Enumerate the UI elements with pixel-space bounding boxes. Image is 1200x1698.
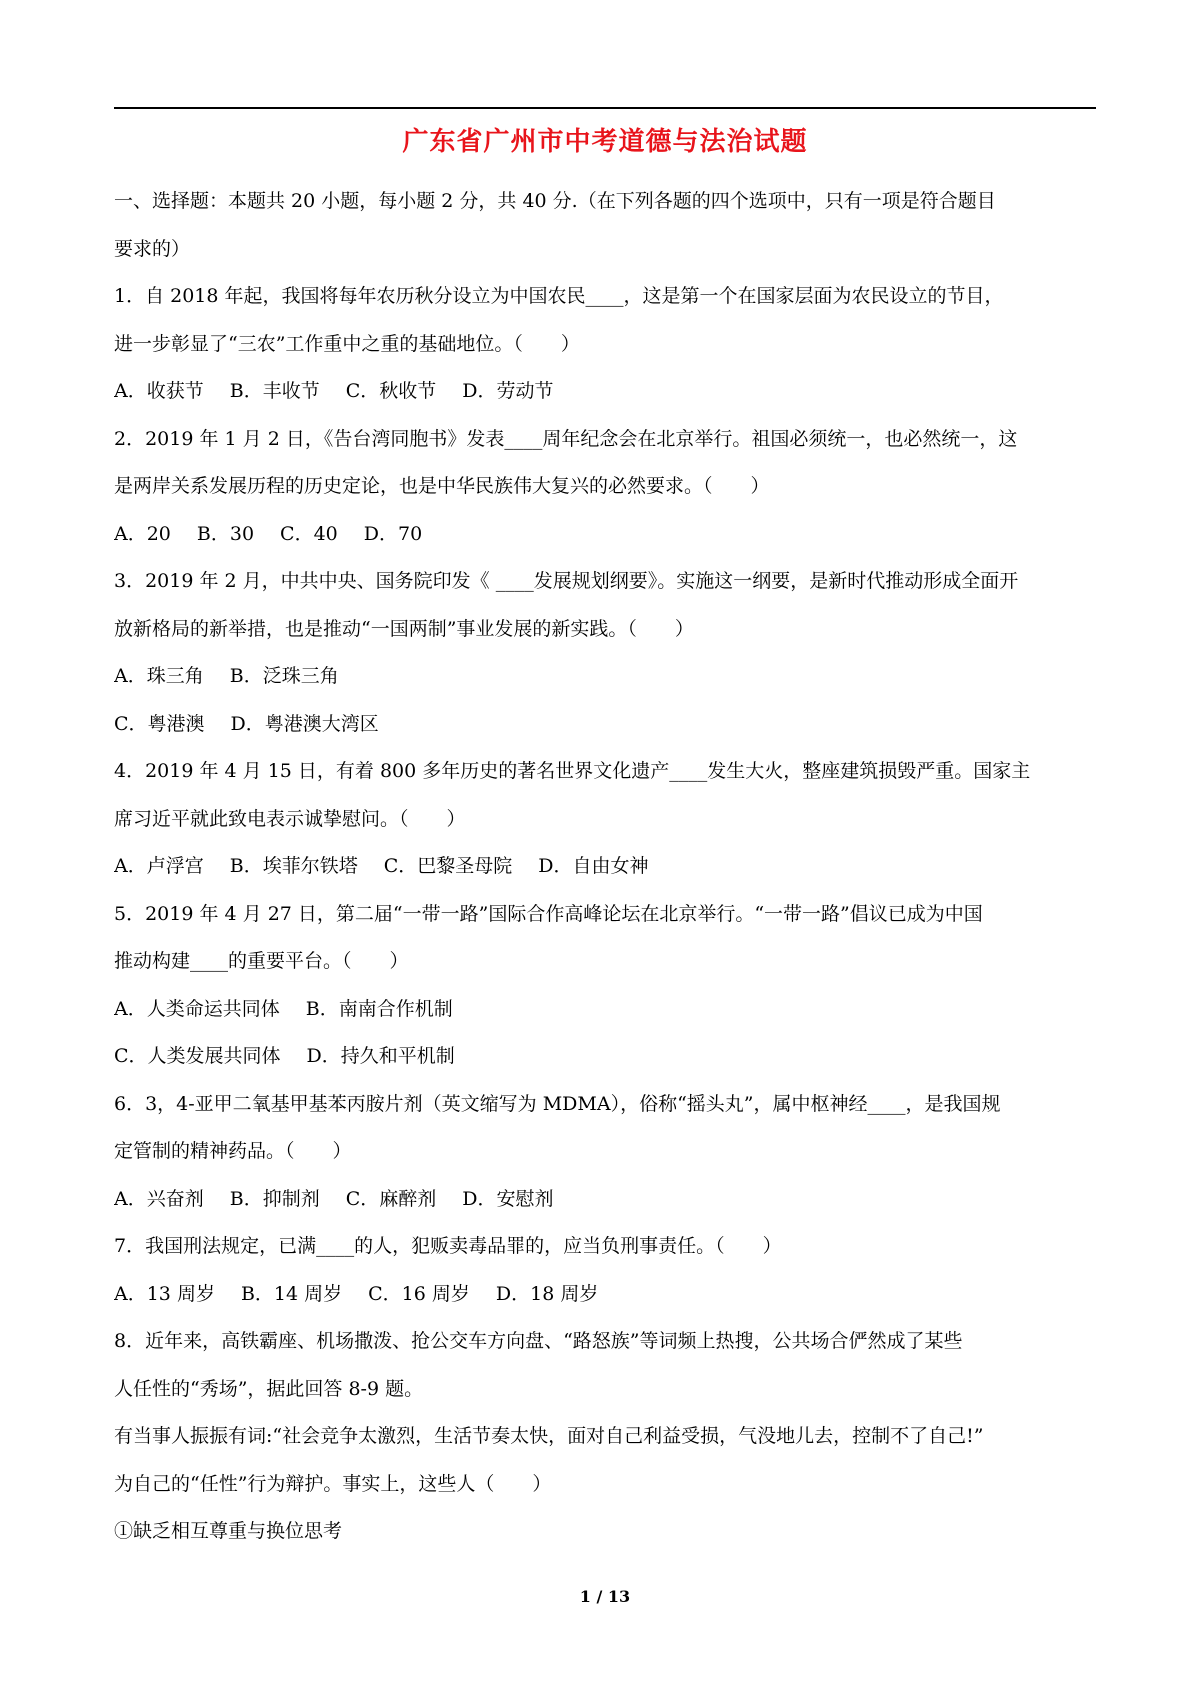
question-3-line-1: 3．2019 年 2 月，中共中央、国务院印发《 ____发展规划纲要》。实施这一纲要，是新时代推动形成全面开 xyxy=(114,570,1019,592)
question-3-options-row-2 xyxy=(114,701,1096,749)
question-6-line-1: 6．3，4-亚甲二氧基甲基苯丙胺片剂（英文缩写为 MDMA），俗称“摇头丸”，属中枢神经____，是我国规 xyxy=(114,1092,1001,1115)
question-5-line-2: 推动构建____的重要平台。（ ） xyxy=(114,950,409,972)
question-6-line-2: 定管制的精神药品。（ ） xyxy=(114,1140,352,1162)
option: B．泛珠三角 xyxy=(229,665,339,687)
option: A．20 xyxy=(114,522,171,545)
section-heading-line-1: 一、选择题：本题共 20 小题，每小题 2 分，共 40 分.（在下列各题的四个选项中，只有一项是符合题目 xyxy=(114,190,996,212)
option: B．30 xyxy=(196,522,255,545)
option: C．40 xyxy=(280,522,338,545)
question-8-line-1: 8．近年来，高铁霸座、机场撒泼、抢公交车方向盘、“路怒族”等词频上热搜，公共场合俨然成了某些 xyxy=(114,1330,963,1352)
question-3-options-row-1 xyxy=(114,653,1096,701)
option: B．丰收节 xyxy=(229,380,320,402)
option: D．自由女神 xyxy=(538,855,649,877)
question-1-line-1: 1．自 2018 年起，我国将每年农历秋分设立为中国农民____，这是第一个在国家层面为农民设立的节目， xyxy=(114,285,1004,307)
option: C．麻醉剂 xyxy=(345,1187,437,1210)
option: C．巴黎圣母院 xyxy=(383,855,513,877)
question-4-line-2: 席习近平就此致电表示诚挚慰问。（ ） xyxy=(114,807,466,830)
option: B．埃菲尔铁塔 xyxy=(229,855,358,877)
page-title: 广东省广州市中考道德与法治试题 xyxy=(402,127,808,157)
question-8-line-4: 为自己的“任性”行为辩护。事实上，这些人（ ） xyxy=(114,1472,552,1495)
question-2-line-1: 2．2019 年 1 月 2 日，《告台湾同胞书》发表____周年纪念会在北京举行。祖国必须统一，也必然统一，这 xyxy=(114,427,1018,450)
question-8-line-3: 有当事人振振有词:“社会竞争太激烈，生活节奏太快，面对自己利益受损，气没地儿去，控制不了自己!” xyxy=(114,1425,984,1447)
option: B．抑制剂 xyxy=(229,1187,320,1210)
question-8-line-5: ①缺乏相互尊重与换位思考 xyxy=(114,1520,343,1542)
option: D．持久和平机制 xyxy=(306,1045,455,1067)
option: D．安慰剂 xyxy=(462,1187,554,1210)
question-2-options xyxy=(114,511,1096,559)
question-5-line-1: 5．2019 年 4 月 27 日，第二届“一带一路”国际合作高峰论坛在北京举行。“一带一路”倡议已成为中国 xyxy=(114,902,983,925)
question-8-line-2: 人任性的“秀场”，据此回答 8-9 题。 xyxy=(114,1377,424,1400)
option: A．13 周岁 xyxy=(114,1282,215,1305)
option: A．卢浮宫 xyxy=(114,855,204,877)
question-5-options-row-2 xyxy=(114,1033,1096,1081)
option: C．人类发展共同体 xyxy=(114,1045,281,1067)
option: B．14 周岁 xyxy=(240,1282,343,1305)
option: C．秋收节 xyxy=(345,380,437,402)
option: C．粤港澳 xyxy=(114,712,205,735)
question-7-line-1: 7．我国刑法规定，已满____的人，犯贩卖毒品罪的，应当负刑事责任。（ ） xyxy=(114,1235,782,1257)
option: A．珠三角 xyxy=(114,665,204,687)
question-2-line-2: 是两岸关系发展历程的历史定论，也是中华民族伟大复兴的必然要求。（ ） xyxy=(114,475,770,497)
option: D．粤港澳大湾区 xyxy=(230,712,379,735)
section-heading-line-2: 要求的） xyxy=(114,237,191,260)
option: A．兴奋剂 xyxy=(114,1187,204,1210)
option: D．18 周岁 xyxy=(495,1282,599,1305)
header-rule xyxy=(114,107,1096,109)
question-5-options-row-1 xyxy=(114,986,1096,1034)
question-4-line-1: 4．2019 年 4 月 15 日，有着 800 多年历史的著名世界文化遗产____发生大火，整座建筑损毁严重。国家主 xyxy=(114,760,1031,782)
option: D．劳动节 xyxy=(462,380,554,402)
question-6-options xyxy=(114,1176,1096,1224)
document-body xyxy=(114,178,1096,1556)
option: D．70 xyxy=(363,522,423,545)
question-7-options xyxy=(114,1271,1096,1319)
option: C．16 周岁 xyxy=(368,1282,470,1305)
question-4-options xyxy=(114,843,1096,891)
option: A．人类命运共同体 xyxy=(114,997,280,1020)
question-3-line-2: 放新格局的新举措，也是推动“一国两制”事业发展的新实践。（ ） xyxy=(114,617,694,640)
option: A．收获节 xyxy=(114,380,204,402)
question-1-options xyxy=(114,368,1096,416)
page-number: 1 / 13 xyxy=(579,1587,631,1606)
option: B．南南合作机制 xyxy=(305,997,453,1020)
question-1-line-2: 进一步彰显了“三农”工作重中之重的基础地位。（ ） xyxy=(114,332,580,355)
